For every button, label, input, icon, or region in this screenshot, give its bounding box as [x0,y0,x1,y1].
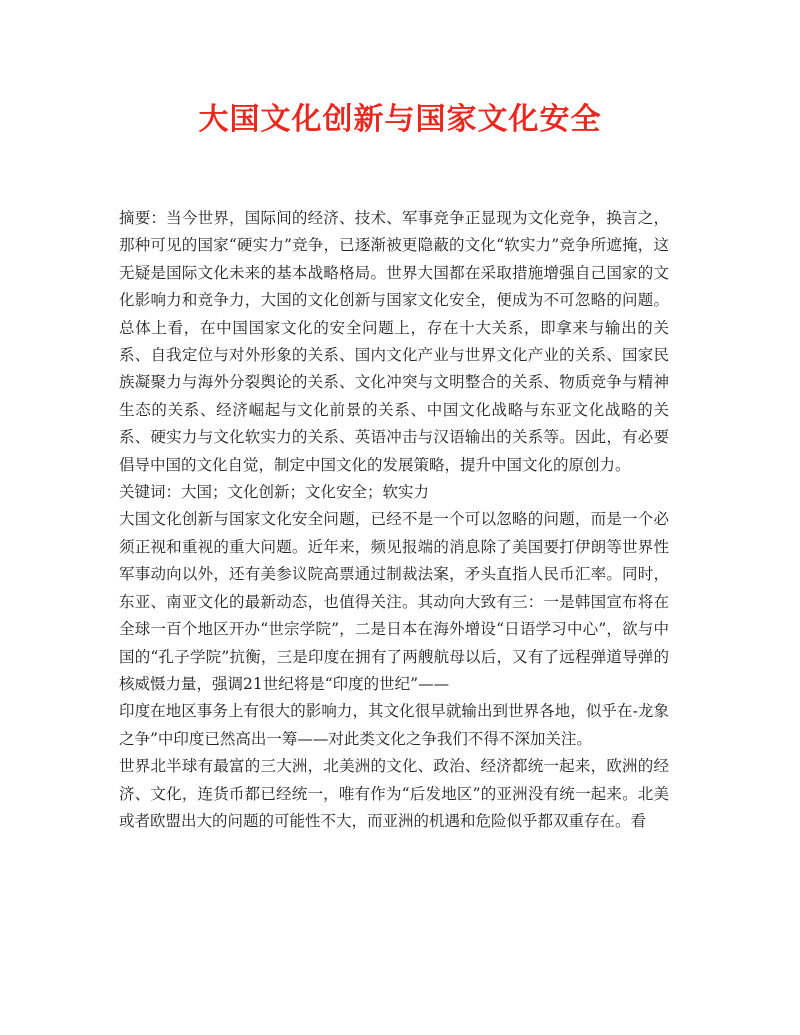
document-body [119,205,669,835]
abstract-paragraph: 摘要：当今世界，国际间的经济、技术、军事竞争正显现为文化竞争，换言之，那种可见的国家“硬实力”竞争，已逐渐被更隐蔽的文化“软实力”竞争所遮掩，这无疑是国际文化未来的基本战略格局。世界大国都在采取措施增强自己国家的文化影响力和竞争力，大国的文化创新与国家文化安全，便成为不可忽略的问题。总体上看，在中国国家文化的安全问题上，存在十大关系，即拿来与输出的关系、自我定位与对外形象的关系、国内文化产业与世界文化产业的关系、国家民族凝聚力与海外分裂舆论的关系、文化冲突与文明整合的关系、物质竞争与精神生态的关系、经济崛起与文化前景的关系、中国文化战略与东亚文化战略的关系、硬实力与文化软实力的关系、英语冲击与汉语输出的关系等。因此，有必要倡导中国的文化自觉，制定中国文化的发展策略，提升中国文化的原创力。 [119,209,669,474]
body-paragraph: 世界北半球有最富的三大洲，北美洲的文化、政治、经济都统一起来，欧洲的经济、文化，连货币都已经统一，唯有作为“后发地区”的亚洲没有统一起来。北美或者欧盟出大的问题的可能性不大，而亚洲的机遇和危险似乎都双重存在。看 [119,757,669,830]
body-paragraph: 印度在地区事务上有很大的影响力，其文化很早就输出到世界各地，似乎在-龙象之争”中印度已然高出一筹——对此类文化之争我们不得不深加关注。 [119,702,669,748]
body-paragraph: 大国文化创新与国家文化安全问题，已经不是一个可以忽略的问题，而是一个必须正视和重视的重大问题。近年来，频见报端的消息除了美国要打伊朗等世界性军事动向以外，还有美参议院高票通过制裁法案，矛头直指人民币汇率。同时，东亚、南亚文化的最新动态，也值得关注。其动向大致有三：一是韩国宣布将在全球一百个地区开办“世宗学院”，二是日本在海外增设“日语学习中心”，欲与中国的“孔子学院”抗衡，三是印度在拥有了两艘航母以后，又有了远程弹道导弹的核威慑力量，强调21世纪将是“印度的世纪”—— [119,510,669,693]
document-title: 大国文化创新与国家文化安全 [198,102,602,137]
keywords-paragraph: 关键词：大国；文化创新；文化安全；软实力 [119,483,430,502]
